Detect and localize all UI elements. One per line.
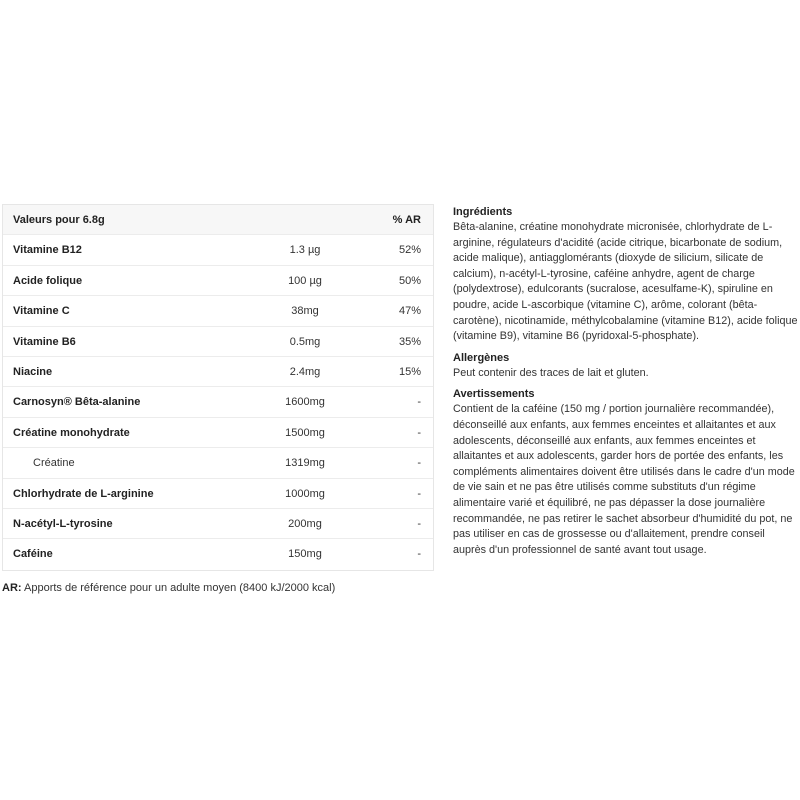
nutrient-amount: 38mg [291, 305, 319, 318]
nutrient-ar: 50% [398, 274, 421, 287]
table-row [3, 539, 433, 569]
ingredients-text: Bêta-alanine, créatine monohydrate micronisée, chlorhydrate de L-arginine, régulateurs d'acidité (acide citrique, bicarbonate de sodium, acide malique), antiagglomérants (dioxyde de silicium, silicate de calcium), n-acétyl-L-tyrosine, caféine anhydre, agent de charge (polydextrose), edulcorants (sucralose, acesulfame-K), spiruline en poudre, acide L-ascorbique (vitamine C), arôme, colorant (bêta-carotène), nicotinamide, méthylcobalamine (vitamine B12), acide folique (vitamine B9), vitamine B6 (pyridoxal-5-phosphate). [453, 221, 798, 343]
table-header-row [3, 205, 433, 235]
table-row [3, 266, 433, 296]
table-row [3, 509, 433, 539]
nutrient-name: Vitamine C [13, 305, 70, 318]
nutrient-amount: 1319mg [285, 457, 325, 470]
table-row [3, 327, 433, 357]
nutrient-name: Créatine [33, 457, 75, 470]
nutrient-amount: 1000mg [285, 487, 325, 500]
table-row [3, 479, 433, 509]
nutrient-amount: 2.4mg [289, 365, 321, 378]
ingredients-title: Ingrédients [453, 206, 513, 218]
nutrient-ar: - [417, 396, 421, 409]
nutrition-table [2, 204, 434, 571]
nutrient-ar: - [417, 426, 421, 439]
nutrient-name: Caféine [13, 548, 53, 561]
footnote-label: AR: [2, 582, 22, 594]
product-info [453, 205, 799, 558]
header-ar: % AR [392, 214, 421, 226]
table-row [3, 387, 433, 417]
nutrient-ar: 15% [398, 365, 421, 378]
nutrient-name: N-acétyl-L-tyrosine [13, 517, 113, 530]
table-row [3, 357, 433, 387]
allergens-title: Allergènes [453, 351, 510, 364]
table-row [3, 448, 433, 478]
warnings-text: Contient de la caféine (150 mg / portion journalière recommandée), déconseillé aux enfants, aux femmes enceintes et allaitantes et aux adolescents, déconseillé aux enfants, aux femmes enceintes et allaitantes et aux adolescents, garder hors de portée des enfants, les compléments alimentaires doivent être utilisés dans le cadre d'un mode de vie sain et ne pas être utilisés comme substituts d'un régime alimentaire varié et équilibré, ne pas dépasser la dose journalière recommandée, ne pas retirer le sachet absorbeur d'humidité du pot, ne pas utiliser en cas de grossesse ou d'allaitement, prendre conseil auprès d'un professionnel de santé avant tout usage. [453, 403, 795, 556]
nutrient-amount: 150mg [288, 548, 322, 561]
nutrient-name: Créatine monohydrate [13, 426, 130, 439]
nutrient-amount: 0.5mg [289, 335, 321, 348]
nutrient-ar: - [417, 548, 421, 561]
nutrient-amount: 1600mg [285, 396, 325, 409]
table-body [3, 235, 433, 569]
nutrient-amount: 1.3 µg [289, 244, 321, 257]
header-label: Valeurs pour 6.8g [13, 214, 105, 226]
nutrient-name: Carnosyn® Bêta-alanine [13, 396, 141, 409]
table-row [3, 418, 433, 448]
table-row [3, 296, 433, 326]
nutrient-name: Niacine [13, 365, 53, 378]
nutrient-name: Chlorhydrate de L-arginine [13, 487, 154, 500]
nutrient-name: Vitamine B6 [13, 335, 76, 348]
nutrient-ar: - [417, 487, 421, 500]
nutrient-amount: 100 µg [288, 274, 322, 287]
table-row [3, 235, 433, 265]
nutrient-ar: - [417, 457, 421, 470]
nutrient-ar: 47% [398, 305, 421, 318]
footnote [2, 582, 335, 594]
nutrient-ar: 35% [398, 335, 421, 348]
nutrient-name: Vitamine B12 [13, 244, 82, 257]
nutrient-amount: 200mg [288, 517, 322, 530]
nutrient-ar: 52% [398, 244, 421, 257]
footnote-text: Apports de référence pour un adulte moyen (8400 kJ/2000 kcal) [21, 582, 336, 594]
nutrient-ar: - [417, 517, 421, 530]
nutrient-name: Acide folique [13, 274, 83, 287]
nutrient-amount: 1500mg [285, 426, 325, 439]
allergens-text: Peut contenir des traces de lait et gluten. [453, 366, 649, 379]
warnings-title: Avertissements [453, 388, 535, 401]
